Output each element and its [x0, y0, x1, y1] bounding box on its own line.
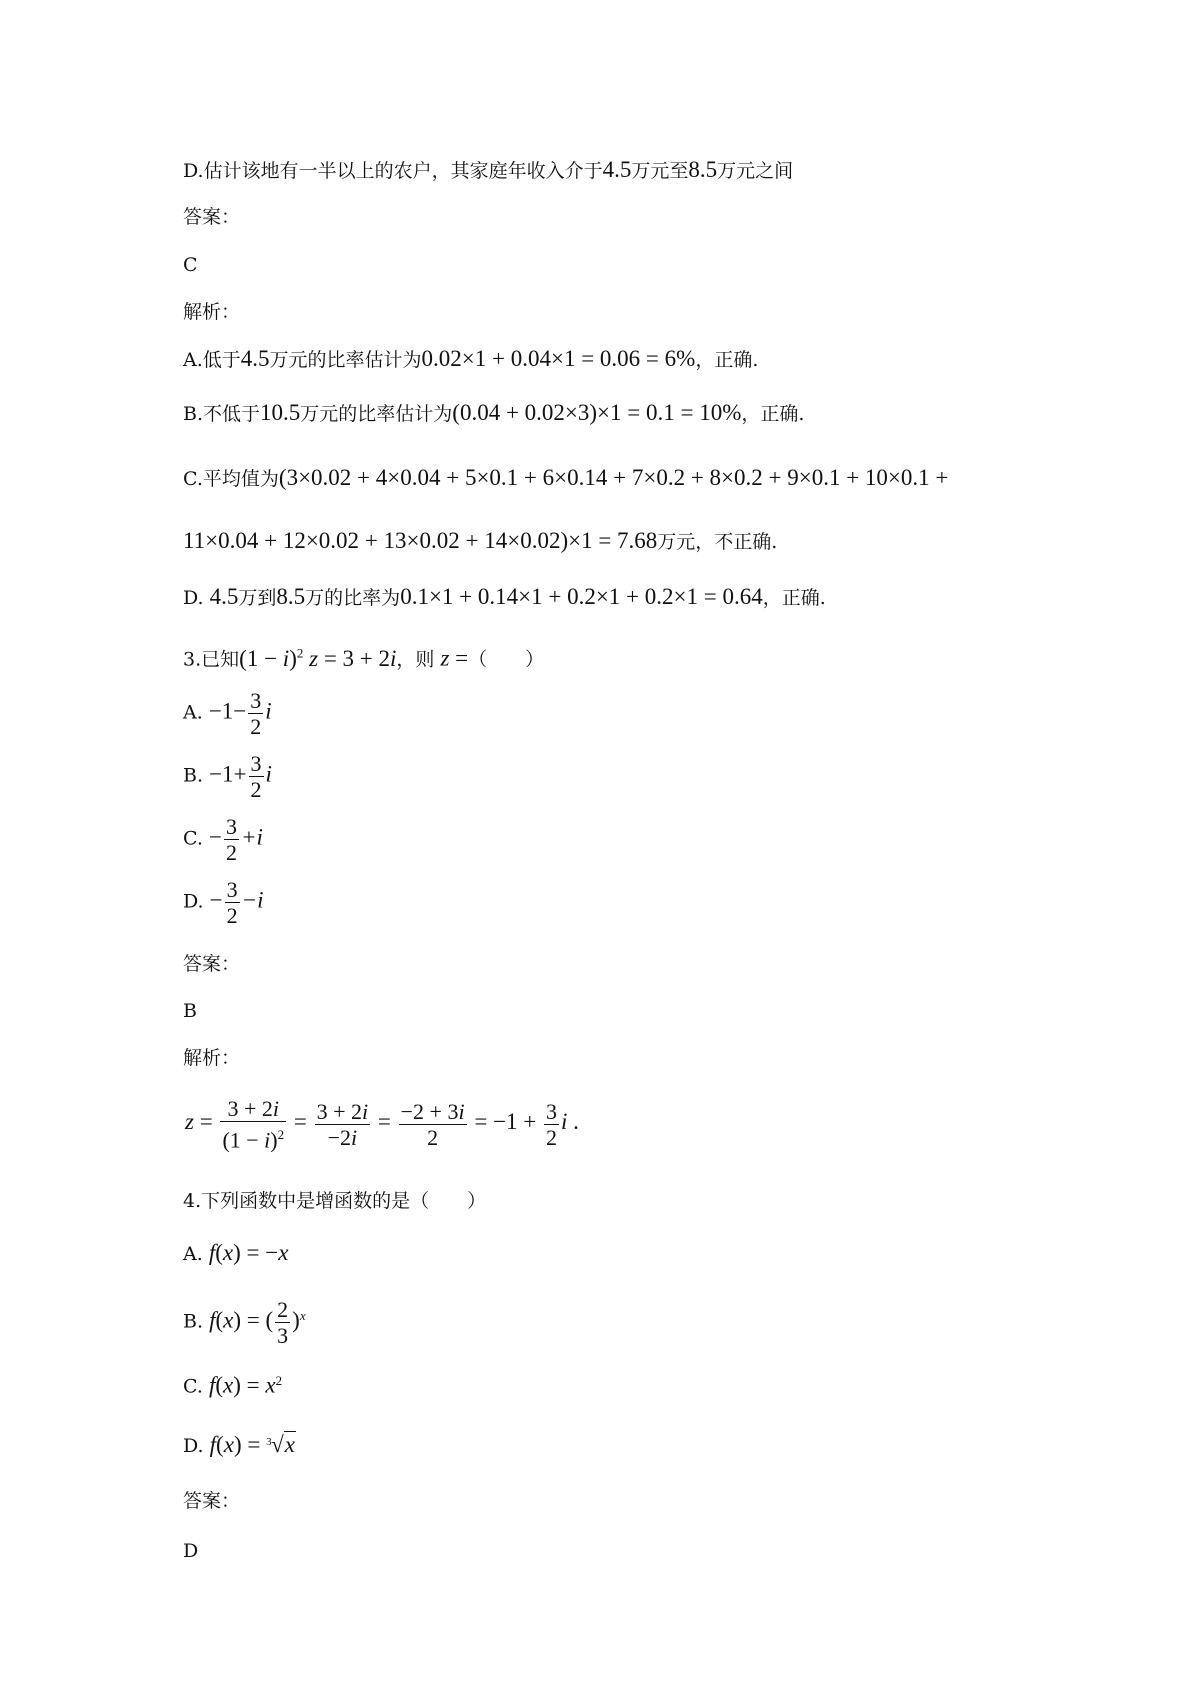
denominator: −2i [327, 1124, 358, 1150]
analysis-label: B. [183, 403, 204, 425]
fraction [399, 1099, 467, 1150]
q2-analysis-a [183, 347, 758, 372]
analysis-text: 万的比率为 [305, 587, 401, 609]
math-value: 10.5 [260, 400, 301, 425]
option-label: D. [183, 890, 204, 913]
option-text: 万元之间 [717, 160, 794, 182]
q3-analysis-label: 解析： [183, 1047, 241, 1069]
math-expression: (3×0.02 + 4×0.04 + 5×0.1 + 6×0.14 + 7×0.2 + 8×0.2 + 9×0.1 + 10×0.1 + [278, 465, 949, 490]
denominator: 2 [226, 903, 238, 928]
stem-text: 已知 [201, 648, 240, 671]
denominator: $(1 - i)^2$ [222, 1127, 285, 1153]
fraction [224, 814, 239, 865]
option-label: B. [183, 1310, 204, 1333]
math-expression: = [193, 1109, 219, 1135]
fraction [544, 1099, 559, 1150]
math-expression: f(x) = ( [209, 1307, 274, 1333]
analysis-text: ，正确. [741, 403, 805, 425]
numerator: 3 [250, 688, 262, 713]
math-expression: i [265, 698, 272, 724]
math-expression: = [372, 1109, 397, 1135]
numerator: 3 + 2i [316, 1098, 369, 1124]
q2-analysis-b [183, 401, 804, 426]
option-text: 万元至 [631, 160, 689, 182]
math-variable: i [561, 1109, 568, 1135]
math-expression: $(1 - i)^2$ z = 3 + 2i [239, 645, 397, 671]
analysis-text: 万元，不正确. [657, 531, 778, 553]
q3-option-a [183, 688, 272, 739]
q3-answer: B [183, 1000, 197, 1022]
numerator: 3 [226, 877, 238, 902]
q3-answer-label: 答案： [183, 953, 241, 975]
q4-option-c [183, 1369, 282, 1398]
fraction [220, 1096, 286, 1152]
math-expression: 0.02×1 + 0.04×1 = 0.06 = 6% [421, 346, 696, 371]
math-expression: −1− [208, 698, 247, 724]
q2-analysis-label: 解析： [183, 301, 241, 323]
analysis-text: ，正确. [695, 349, 759, 371]
q2-analysis-d [183, 585, 826, 610]
q4-option-d [183, 1433, 296, 1458]
math-expression: = −1 + [468, 1109, 543, 1135]
denominator: 2 [250, 714, 262, 739]
q2-answer-label: 答案： [183, 206, 241, 228]
analysis-label: C. [183, 468, 203, 490]
option-label: A. [183, 701, 203, 724]
q3-option-c [183, 814, 263, 865]
math-expression: f(x) = −x [208, 1240, 289, 1265]
stem-text: ，则 [396, 648, 435, 671]
math-expression: = [449, 645, 469, 671]
math-value: 4.5 [240, 346, 270, 371]
numerator: 2 [277, 1297, 289, 1322]
math-value: 4.5 [602, 157, 632, 182]
numerator: −2 + 3i [400, 1098, 465, 1124]
math-variable: z [185, 1109, 194, 1135]
math-expression: f(x) = x [208, 1372, 276, 1398]
q4-stem [183, 1189, 486, 1213]
question-number: 4. [183, 1190, 202, 1212]
option-label: C. [183, 1375, 203, 1398]
math-expression: 11×0.04 + 12×0.02 + 13×0.02 + 14×0.02)×1 = 7.68 [183, 528, 658, 553]
numerator: 3 + 2i [220, 1096, 286, 1122]
option-text: 估计该地有一半以上的农户，其家庭年收入介于 [203, 160, 603, 182]
denominator: 2 [427, 1124, 439, 1150]
math-expression: − [208, 824, 222, 850]
analysis-text: 不低于 [203, 403, 261, 425]
math-value: 8.5 [688, 157, 718, 182]
q3-option-d [183, 877, 264, 928]
q2-analysis-c [183, 466, 948, 491]
option-label: D. [183, 160, 204, 182]
analysis-text: 万元的比率估计为 [300, 403, 453, 425]
analysis-label: D. [183, 587, 204, 609]
exponent: x [299, 1308, 306, 1324]
fraction [275, 1297, 290, 1348]
q2-analysis-c-continued [183, 529, 777, 554]
analysis-text: 万到 [238, 587, 277, 609]
fraction [225, 877, 240, 928]
math-expression: 0.1×1 + 0.14×1 + 0.2×1 + 0.2×1 = 0.64 [400, 584, 763, 609]
analysis-text: 平均值为 [202, 468, 279, 490]
numerator: 3 [250, 751, 262, 776]
q4-answer-label: 答案： [183, 1490, 241, 1512]
option-label: A. [183, 1243, 203, 1265]
math-expression: i [265, 761, 272, 787]
math-expression: −1+ [209, 761, 247, 787]
q4-option-b [183, 1297, 306, 1348]
math-value: 8.5 [276, 584, 306, 609]
denominator: 3 [277, 1323, 289, 1348]
fraction [315, 1099, 371, 1150]
math-expression: . [567, 1109, 579, 1135]
q2-option-d [183, 158, 793, 183]
math-expression: = [288, 1109, 313, 1135]
analysis-label: A. [183, 349, 203, 371]
q3-stem [183, 641, 544, 672]
q4-answer: D [183, 1540, 199, 1562]
analysis-text: ，正确. [762, 587, 826, 609]
exponent: 2 [275, 1373, 283, 1388]
q2-answer: C [183, 254, 198, 276]
denominator: 2 [250, 777, 262, 802]
fraction [249, 751, 264, 802]
q3-analysis-equation [185, 1096, 579, 1152]
stem-text: （ ） [468, 648, 545, 671]
question-number: 3. [183, 648, 202, 671]
cube-root: 3 √x [266, 1432, 295, 1457]
math-expression: −i [241, 887, 264, 913]
stem-text: 下列函数中是增函数的是（ ） [201, 1190, 487, 1212]
math-expression: − [209, 887, 223, 913]
q3-option-b [183, 751, 272, 802]
math-variable: z [440, 645, 450, 671]
denominator: 2 [546, 1124, 558, 1150]
fraction [248, 688, 263, 739]
q4-option-a [183, 1241, 288, 1266]
option-label: B. [183, 764, 204, 787]
option-label: D. [183, 1435, 204, 1457]
denominator: 2 [225, 840, 237, 865]
math-expression: ) [292, 1307, 300, 1333]
math-value: 4.5 [209, 584, 239, 609]
analysis-text: 低于 [202, 349, 241, 371]
numerator: 3 [225, 814, 237, 839]
math-expression: (0.04 + 0.02×3)×1 = 0.1 = 10% [452, 400, 742, 425]
numerator: 3 [546, 1098, 558, 1124]
analysis-text: 万元的比率估计为 [269, 349, 422, 371]
option-label: C. [183, 827, 203, 850]
math-expression: +i [240, 824, 263, 850]
math-expression: f(x) = [209, 1432, 267, 1457]
